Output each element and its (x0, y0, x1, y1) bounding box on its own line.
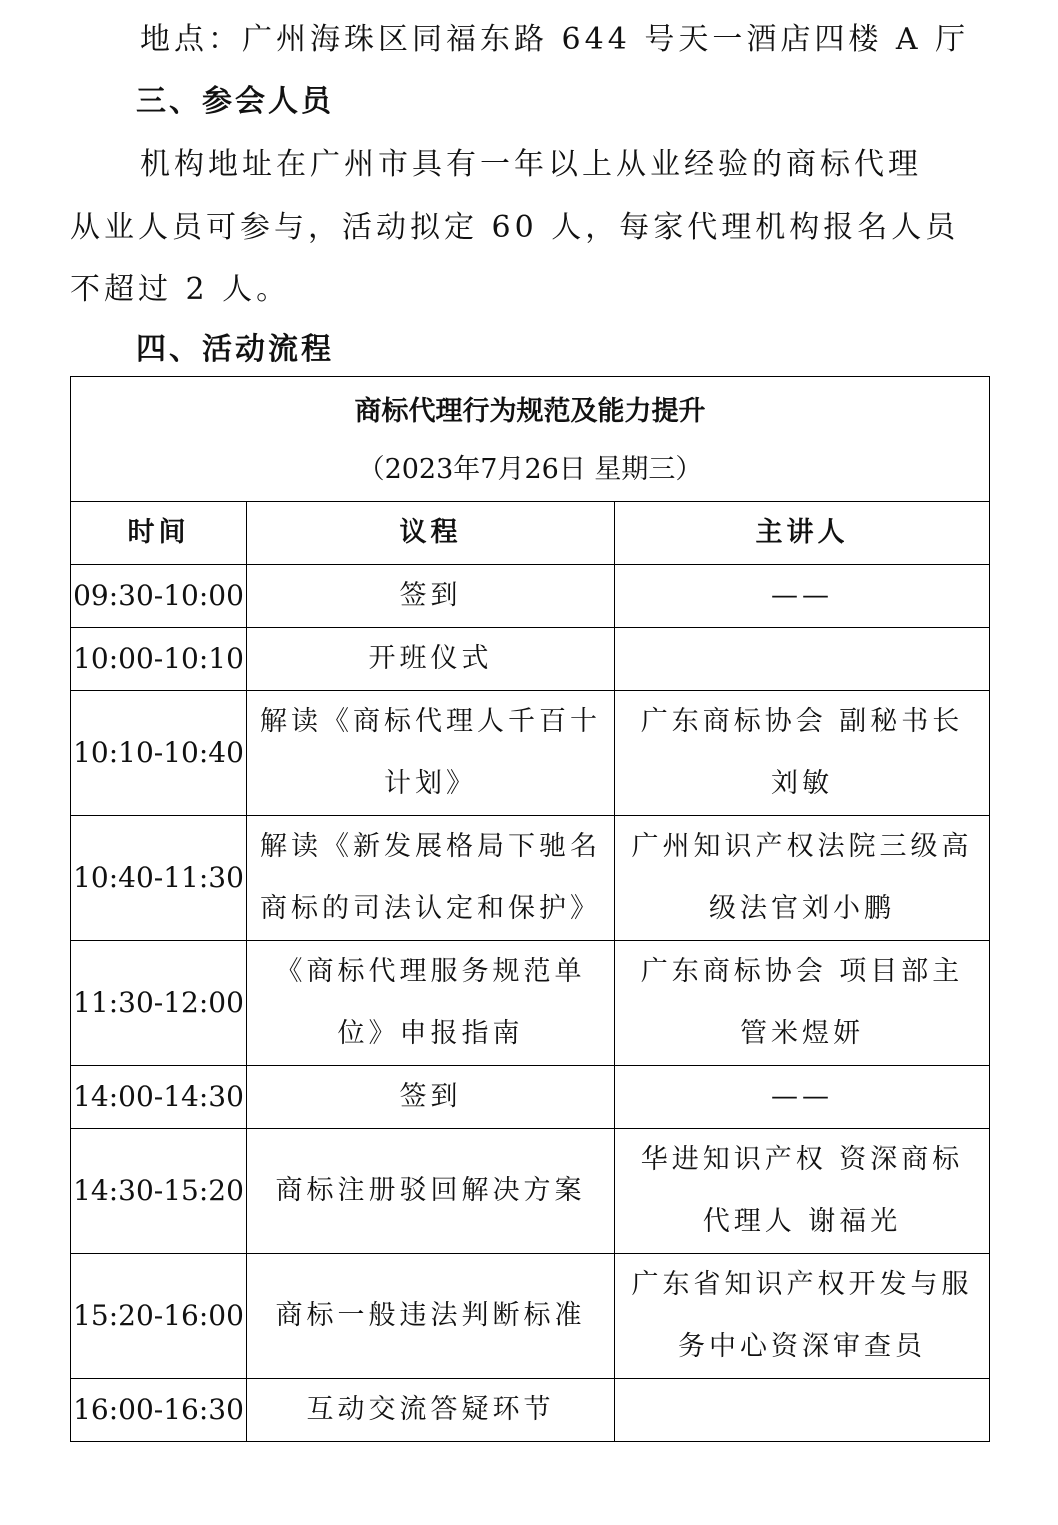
time-cell: 10:40-11:30 (71, 816, 247, 941)
speaker-line: 代理人 谢福光 (702, 1206, 902, 1237)
speaker-line: 广州知识产权法院三级高 (631, 831, 973, 862)
agenda-line: 商标一般违法判断标准 (275, 1300, 586, 1331)
table-row (71, 628, 990, 691)
speaker-line: 华进知识产权 资深商标 (640, 1144, 964, 1175)
agenda-line: 互动交流答疑环节 (306, 1394, 555, 1425)
table-title: 商标代理行为规范及能力提升 (354, 396, 706, 427)
agenda-line: 签到 (399, 580, 462, 611)
speaker-line: —— (771, 580, 833, 611)
table-title-cell (71, 377, 990, 502)
speaker-cell (615, 1129, 990, 1254)
speaker-line: 刘敏 (771, 768, 833, 799)
speaker-cell (615, 816, 990, 941)
agenda-line: 解读《商标代理人千百十 (260, 706, 601, 737)
time-cell: 16:00-16:30 (71, 1379, 247, 1442)
section4-heading: 四、活动流程 (136, 332, 334, 367)
speaker-line: 管米煜妍 (740, 1018, 864, 1049)
agenda-cell (247, 1379, 615, 1442)
speaker-cell (615, 1254, 990, 1379)
agenda-cell (247, 1066, 615, 1129)
table-row (71, 1254, 990, 1379)
header-agenda: 议程 (247, 502, 615, 565)
agenda-cell (247, 816, 615, 941)
speaker-line: 广东商标协会 项目部主 (640, 956, 964, 987)
table-row (71, 816, 990, 941)
time-cell: 10:10-10:40 (71, 691, 247, 816)
agenda-cell (247, 1254, 615, 1379)
agenda-table (70, 376, 990, 1442)
table-header-row (71, 502, 990, 565)
agenda-cell (247, 628, 615, 691)
speaker-line: 级法官刘小鹏 (709, 893, 895, 924)
time-cell: 11:30-12:00 (71, 941, 247, 1066)
section3-heading: 三、参会人员 (136, 84, 334, 119)
agenda-line: 《商标代理服务规范单 (275, 956, 586, 987)
table-row (71, 565, 990, 628)
agenda-line: 商标的司法认定和保护》 (260, 893, 601, 924)
participants-line-1: 机构地址在广州市具有一年以上从业经验的商标代理 (140, 147, 922, 182)
location-line: 地点：广州海珠区同福东路 644 号天一酒店四楼 A 厅 (140, 22, 970, 57)
header-speaker: 主讲人 (615, 502, 990, 565)
table-row (71, 1129, 990, 1254)
time-cell: 15:20-16:00 (71, 1254, 247, 1379)
table-row (71, 941, 990, 1066)
speaker-line: —— (771, 1081, 833, 1112)
agenda-line: 签到 (399, 1081, 462, 1112)
table-row (71, 691, 990, 816)
agenda-line: 开班仪式 (368, 643, 493, 674)
speaker-line: 广东省知识产权开发与服 (631, 1269, 973, 1300)
participants-line-3: 不超过 2 人。 (70, 272, 291, 307)
speaker-cell (615, 1379, 990, 1442)
speaker-cell (615, 628, 990, 691)
time-cell: 14:30-15:20 (71, 1129, 247, 1254)
agenda-cell (247, 941, 615, 1066)
agenda-cell (247, 691, 615, 816)
speaker-line: 务中心资深审查员 (678, 1331, 926, 1362)
speaker-cell (615, 565, 990, 628)
agenda-cell (247, 1129, 615, 1254)
agenda-line: 计划》 (384, 768, 477, 799)
time-cell: 10:00-10:10 (71, 628, 247, 691)
speaker-line: 广东商标协会 副秘书长 (640, 706, 964, 737)
agenda-line: 位》申报指南 (337, 1018, 524, 1049)
time-cell: 14:00-14:30 (71, 1066, 247, 1129)
header-time: 时间 (71, 502, 247, 565)
time-cell: 09:30-10:00 (71, 565, 247, 628)
speaker-cell (615, 1066, 990, 1129)
agenda-line: 解读《新发展格局下驰名 (260, 831, 601, 862)
speaker-cell (615, 941, 990, 1066)
table-date: （2023年7月26日 星期三） (357, 454, 703, 485)
agenda-line: 商标注册驳回解决方案 (275, 1175, 586, 1206)
speaker-cell (615, 691, 990, 816)
participants-line-2: 从业人员可参与，活动拟定 60 人，每家代理机构报名人员 (70, 210, 960, 245)
table-row (71, 1066, 990, 1129)
agenda-cell (247, 565, 615, 628)
table-row (71, 1379, 990, 1442)
